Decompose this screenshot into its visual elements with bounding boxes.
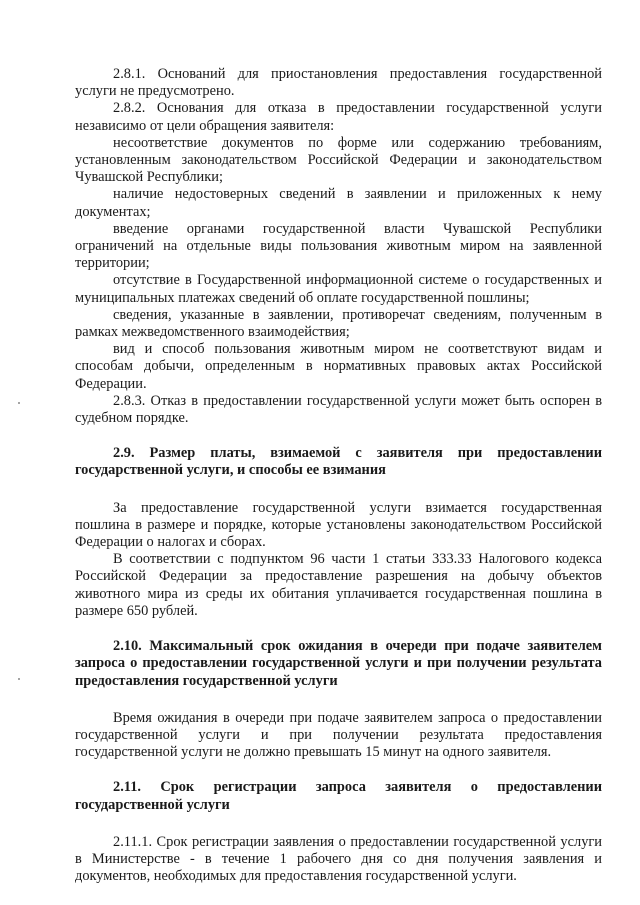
section-heading-2-10: 2.10. Максимальный срок ожидания в очереди при подаче заявителем запроса о предоставлении государственной услуги и при получении результата предоставления государственной услуги xyxy=(75,638,602,689)
list-item: введение органами государственной власти Чувашской Республики ограничений на отдельные виды пользования животным миром на заявленной территории; xyxy=(75,220,602,272)
section-heading-2-9: 2.9. Размер платы, взимаемой с заявителя при предоставлении государственной услуги, и способы ее взимания xyxy=(75,445,602,479)
paragraph-2-8-2: 2.8.2. Основания для отказа в предоставлении государственной услуги независимо от цели обращения заявителя: xyxy=(75,100,602,134)
paragraph-2-10: Время ожидания в очереди при подаче заявителем запроса о предоставлении государственной услуги и при получении результата предоставления государственной услуги не должно превышать 15 минут на одного заявителя. xyxy=(75,709,602,761)
paragraph-2-9-fee: За предоставление государственной услуги взимается государственная пошлина в размере и порядке, которые установлены законодательством Российской Федерации о налогах и сборах. xyxy=(75,499,602,551)
list-item: наличие недостоверных сведений в заявлении и приложенных к нему документах; xyxy=(75,186,602,220)
list-item: вид и способ пользования животным миром не соответствуют видам и способам добычи, определенным в нормативных правовых актах Российской Федерации. xyxy=(75,341,602,392)
margin-mark xyxy=(18,402,20,404)
paragraph-2-8-1: 2.8.1. Оснований для приостановления предоставления государственной услуги не предусмотрено. xyxy=(75,66,602,100)
paragraph-2-9-amount: В соответствии с подпунктом 96 части 1 статьи 333.33 Налогового кодекса Российской Федерации за предоставление разрешения на добычу объектов животного мира из среды их обитания уплачивается государственная пошлина в размере 650 рублей. xyxy=(75,551,602,619)
list-item: несоответствие документов по форме или содержанию требованиям, установленным законодательством Российской Федерации и законодательством Чувашской Республики; xyxy=(75,134,602,186)
paragraph-2-8-3: 2.8.3. Отказ в предоставлении государственной услуги может быть оспорен в судебном порядке. xyxy=(75,392,602,427)
list-item: отсутствие в Государственной информационной системе о государственных и муниципальных платежах сведений об оплате государственной пошлины; xyxy=(75,272,602,306)
paragraph-2-11-1: 2.11.1. Срок регистрации заявления о предоставлении государственной услуги в Министерстве - в течение 1 рабочего дня со дня получения заявления и документов, необходимых для предоставления государственной услуги. xyxy=(75,833,602,885)
section-heading-2-11: 2.11. Срок регистрации запроса заявителя о предоставлении государственной услуги xyxy=(75,779,602,813)
list-item: сведения, указанные в заявлении, противоречат сведениям, полученным в рамках межведомственного взаимодействия; xyxy=(75,306,602,341)
margin-mark xyxy=(18,678,20,680)
